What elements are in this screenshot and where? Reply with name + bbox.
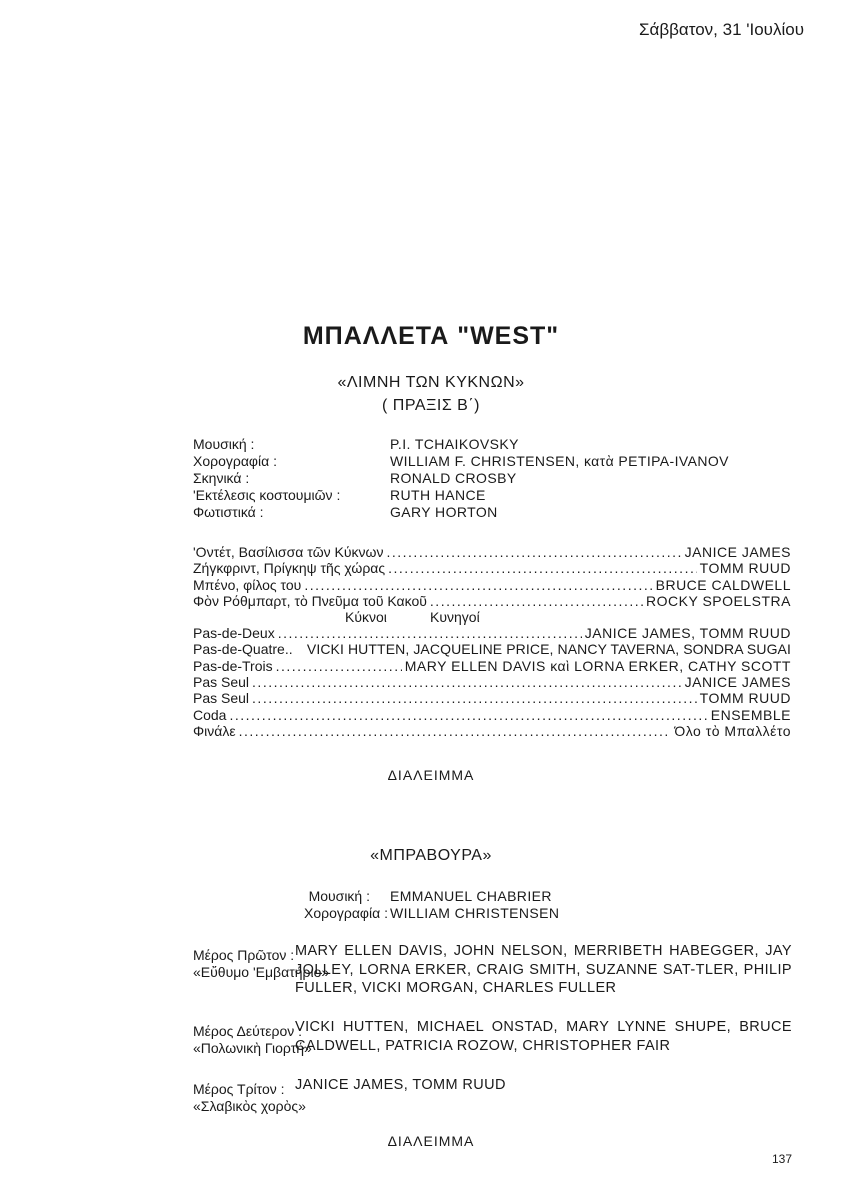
group-label-hunters: Κυνηγοί	[430, 609, 480, 626]
leader-dots	[388, 560, 697, 576]
cast-row	[193, 641, 791, 657]
cast-dancers: TOMM RUUD	[699, 560, 791, 577]
credit-label-choreography: Χορογραφία :	[193, 453, 277, 469]
intermission-first: ΔΙΑΛΕΙΜΜΑ	[387, 767, 475, 783]
cast-row	[193, 593, 791, 609]
cast-row	[193, 674, 791, 690]
page-title: ΜΠΑΛΛΕΤΑ "WEST"	[302, 322, 560, 350]
credit-value-sets: RONALD CROSBY	[390, 470, 517, 486]
cast-dancers: BRUCE CALDWELL	[655, 576, 791, 593]
credit-label-costumes: 'Εκτέλεσις κοστουμιῶν :	[193, 487, 341, 503]
part-one-dancers: MARY ELLEN DAVIS, JOHN NELSON, MERRIBETH HABEGGER, JAY JOLLEY, LORNA ERKER, CRAIG SMITH, SUZANNE SAT-TLER, PHILIP FULLER, VICKI MORGAN, CHARLES FULLER	[295, 943, 792, 996]
credit-value-choreography: WILLIAM F. CHRISTENSEN, κατὰ PETIPA-IVANOV	[390, 453, 729, 469]
part-two-dancers: VICKI HUTTEN, MICHAEL ONSTAD, MARY LYNNE SHUPE, BRUCE CALDWELL, PATRICIA ROZOW, CHRISTOPHER FAIR	[295, 1019, 792, 1054]
credit-value-lighting: GARY HORTON	[390, 504, 498, 520]
part-three-name: «Σλαβικὸς χορὸς»	[193, 1098, 306, 1114]
cast-role: 'Οντέτ, Βασίλισσα τῶν Κύκνων	[193, 544, 384, 560]
part-three-dancers: JANICE JAMES, TOMM RUUD	[295, 1077, 506, 1093]
leader-dots	[386, 544, 681, 560]
cast-dancers: JANICE JAMES	[684, 544, 791, 560]
cast-dancers: VICKI HUTTEN, JACQUELINE PRICE, NANCY TAVERNA, SONDRA SUGAI	[306, 641, 791, 658]
page-number: 137	[771, 1152, 792, 1166]
cast-dancers: ENSEMBLE	[710, 706, 791, 723]
cast-role: Μπένο, φίλος του	[193, 576, 302, 593]
credit-label-lighting: Φωτιστικά :	[193, 504, 264, 520]
cast-dancers: MARY ELLEN DAVIS καὶ LORNA ERKER, CATHY SCOTT	[404, 657, 791, 674]
performance-date: Σάββατον, 31 'Ιουλίου	[639, 20, 804, 39]
group-labels	[193, 609, 791, 625]
cast-role: Φὸν Ρόθμπαρτ, τὸ Πνεῦμα τοῦ Κακοῦ	[193, 592, 427, 609]
cast-role: Ζήγκφριντ, Πρίγκηψ τῆς χώρας	[193, 560, 386, 577]
swan-lake-title: «ΛΙΜΝΗ ΤΩΝ ΚΥΚΝΩΝ»	[337, 374, 525, 391]
cast-dancers: TOMM RUUD	[699, 690, 791, 707]
swan-lake-act: ( ΠΡΑΞΙΣ Β΄)	[382, 397, 480, 414]
leader-dots	[252, 674, 682, 690]
cast-row	[193, 690, 791, 706]
intermission-second: ΔΙΑΛΕΙΜΜΑ	[387, 1133, 475, 1149]
part-one-label: Μέρος Πρῶτον :	[193, 947, 295, 963]
bravura-title: «ΜΠΡΑΒΟΥΡΑ»	[370, 847, 492, 864]
leader-dots	[304, 577, 652, 593]
cast-dancers: JANICE JAMES	[684, 674, 791, 691]
cast-row	[193, 723, 791, 739]
credit-value-costumes: RUTH HANCE	[390, 487, 486, 503]
cast-row	[193, 577, 791, 593]
cast-dancers: JANICE JAMES, TOMM RUUD	[584, 625, 791, 642]
cast-row	[193, 658, 791, 674]
cast-dancers: Όλο τὸ Μπαλλέτο	[674, 722, 791, 739]
cast-row	[193, 560, 791, 576]
leader-dots	[229, 707, 707, 723]
credit-value-music: P.I. TCHAIKOVSKY	[390, 436, 519, 452]
part-three-label: Μέρος Τρίτον :	[193, 1081, 285, 1097]
cast-row	[193, 707, 791, 723]
cast-role: Pas-de-Quatre..	[193, 641, 293, 658]
part-two-name: «Πολωνικὴ Γιορτή»	[193, 1040, 312, 1056]
leader-dots	[276, 658, 402, 674]
cast-role: Coda	[193, 706, 227, 723]
group-label-swans: Κύκνοι	[345, 609, 387, 626]
bravura-credit-value-music: EMMANUEL CHABRIER	[390, 888, 552, 904]
cast-role: Pas-de-Trois	[193, 657, 273, 674]
leader-dots	[239, 723, 672, 739]
cast-role: Pas Seul	[193, 690, 250, 707]
cast-role: Pas-de-Deux	[193, 625, 275, 642]
leader-dots	[278, 625, 582, 641]
cast-role: Φινάλε	[193, 722, 236, 739]
part-one-name: «Εὔθυμο 'Εμβατήριο»	[193, 964, 330, 980]
swan-lake-cast	[193, 544, 791, 739]
cast-row	[193, 625, 791, 641]
cast-dancers: ROCKY SPOELSTRA	[646, 592, 791, 609]
leader-dots	[252, 690, 697, 706]
leader-dots	[430, 593, 643, 609]
bravura-credit-label-music: Μουσική :	[308, 888, 370, 904]
cast-role: Pas Seul	[193, 674, 250, 691]
cast-row	[193, 544, 791, 560]
part-two-label: Μέρος Δεύτερον :	[193, 1023, 303, 1039]
bravura-credit-label-choreography: Χορογραφία :	[304, 905, 388, 921]
credit-label-music: Μουσική :	[193, 436, 255, 452]
credit-label-sets: Σκηνικά :	[193, 470, 250, 486]
bravura-credit-value-choreography: WILLIAM CHRISTENSEN	[390, 905, 560, 921]
